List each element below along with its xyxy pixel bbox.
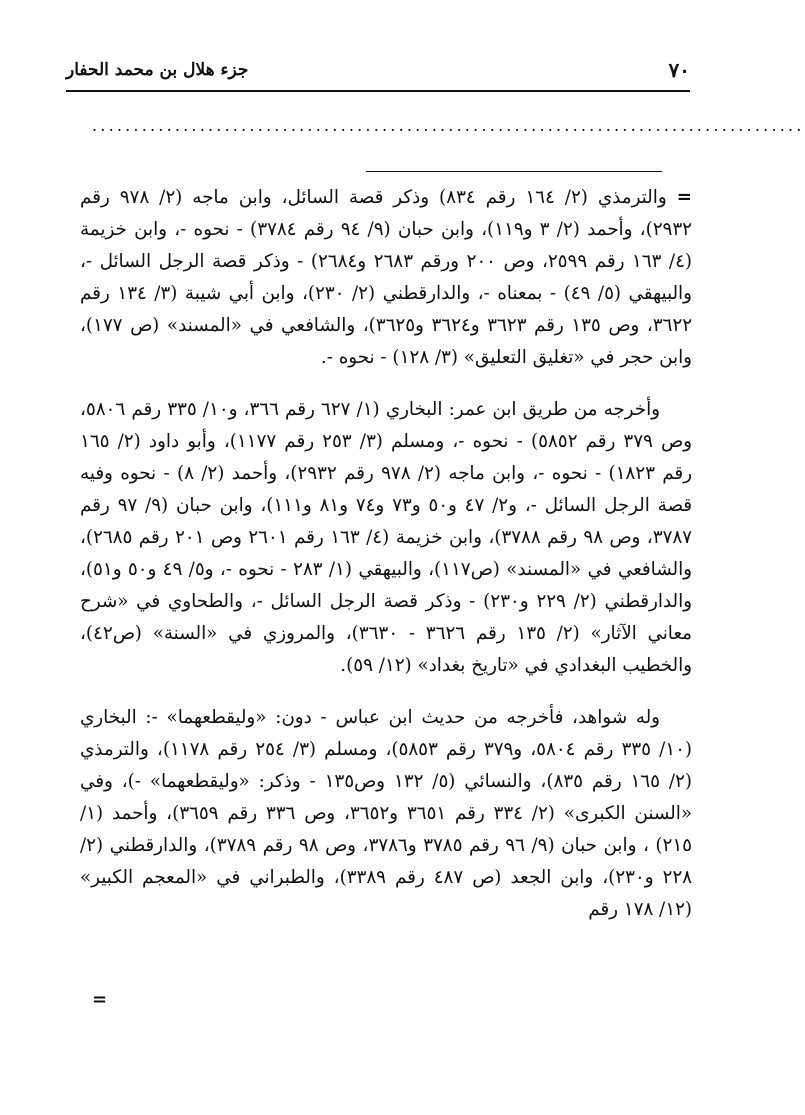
paragraph-gap — [80, 374, 692, 394]
header-rule — [66, 90, 690, 92]
running-header — [66, 52, 690, 86]
footnote-paragraph-1 — [80, 182, 692, 374]
footnote-paragraph-1-text: والترمذي (٢/ ١٦٤ رقم ٨٣٤) وذكر قصة السائل، وابن ماجه (٢/ ٩٧٨ رقم ٢٩٣٢)، وأحمد (٢/ ٣ و١١٩)، وابن حبان (٩/ ٩٤ رقم ٣٧٨٤) - نحوه -، وابن خزيمة (٤/ ١٦٣ رقم ٢٥٩٩، وص ٢٠٠ ورقم ٢٦٨٣ و٢٦٨٤) - وذكر قصة الرجل السائل -، والبيهقي (٥/ ٤٩) - بمعناه -، والدارقطني (٢/ ٢٣٠)، وابن أبي شيبة (٣/ ١٣٤ رقم ٣٦٢٢، وص ١٣٥ رقم ٣٦٢٣ و٣٦٢٤ و٣٦٢٥)، والشافعي في «المسند» (ص ١٧٧)، وابن حجر في «تغليق التعليق» (٣/ ١٢٨) - نحوه -. — [80, 187, 693, 368]
continuation-mark-start: = — [676, 187, 692, 208]
footnote-paragraph-2: وأخرجه من طريق ابن عمر: البخاري (١/ ٦٢٧ رقم ٣٦٦، و١٠/ ٣٣٥ رقم ٥٨٠٦، وص ٣٧٩ رقم ٥٨٥٢) - نحوه -، ومسلم (٣/ ٢٥٣ رقم ١١٧٧)، وأبو داود (٢/ ١٦٥ رقم ١٨٢٣) - نحوه -، وابن ماجه (٢/ ٩٧٨ رقم ٢٩٣٢)، وأحمد (٢/ ٨) - نحوه وفيه قصة الرجل السائل -، و٢/ ٤٧ و٥٠ و٧٣ و٧٤ و٨١ و١١١)، وابن حبان (٩/ ٩٧ رقم ٣٧٨٧، وص ٩٨ رقم ٣٧٨٨)، وابن خزيمة (٤/ ١٦٣ رقم ٢٦٠١ وص ٢٠١ رقم ٢٦٨٥)، والشافعي في «المسند» (ص١١٧)، والبيهقي (١/ ٢٨٣ - نحوه -، و٥/ ٤٩ و٥٠ و٥١)، والدارقطني (٢/ ٢٢٩ و٢٣٠) - وذكر قصة الرجل السائل -، والطحاوي في «شرح معاني الآثار» (٢/ ١٣٥ رقم ٣٦٢٦ - ٣٦٣٠)، والمروزي في «السنة» (ص٤٢)، والخطيب البغدادي في «تاريخ بغداد» (١٢/ ٥٩). — [80, 399, 693, 676]
footnote-paragraph-3: وله شواهد، فأخرجه من حديث ابن عباس - دون: «وليقطعهما» -: البخاري (١٠/ ٣٣٥ رقم ٥٨٠٤، و٣٧٩ رقم ٥٨٥٣)، ومسلم (٣/ ٢٥٤ رقم ١١٧٨)، والترمذي (٢/ ١٦٥ رقم ٨٣٥)، والنسائي (٥/ ١٣٢ وص١٣٥ - وذكر: «وليقطعهما» -)، وفي «السنن الكبرى» (٢/ ٣٣٤ رقم ٣٦٥١ و٣٦٥٢، وص ٣٣٦ رقم ٣٦٥٩)، وأحمد (١/ ٢١٥) ، وابن حبان (٩/ ٩٦ رقم ٣٧٨٥ و٣٧٨٦، وص ٩٨ رقم ٣٧٨٩)، والدارقطني (٢/ ٢٢٨ و٢٣٠)، وابن الجعد (ص ٤٨٧ رقم ٣٣٨٩)، والطبراني في «المعجم الكبير» (١٢/ ١٧٨ رقم — [80, 707, 693, 920]
dotted-separator: ...................................................................................... — [92, 116, 805, 135]
book-title: جزء هلال بن محمد الحفار — [66, 60, 249, 80]
footnote-rule — [366, 171, 662, 172]
footnotes-block — [80, 182, 692, 926]
paragraph-gap — [80, 682, 692, 702]
page-number: ٧٠ — [668, 58, 690, 82]
continuation-mark-end: = — [92, 989, 108, 1010]
